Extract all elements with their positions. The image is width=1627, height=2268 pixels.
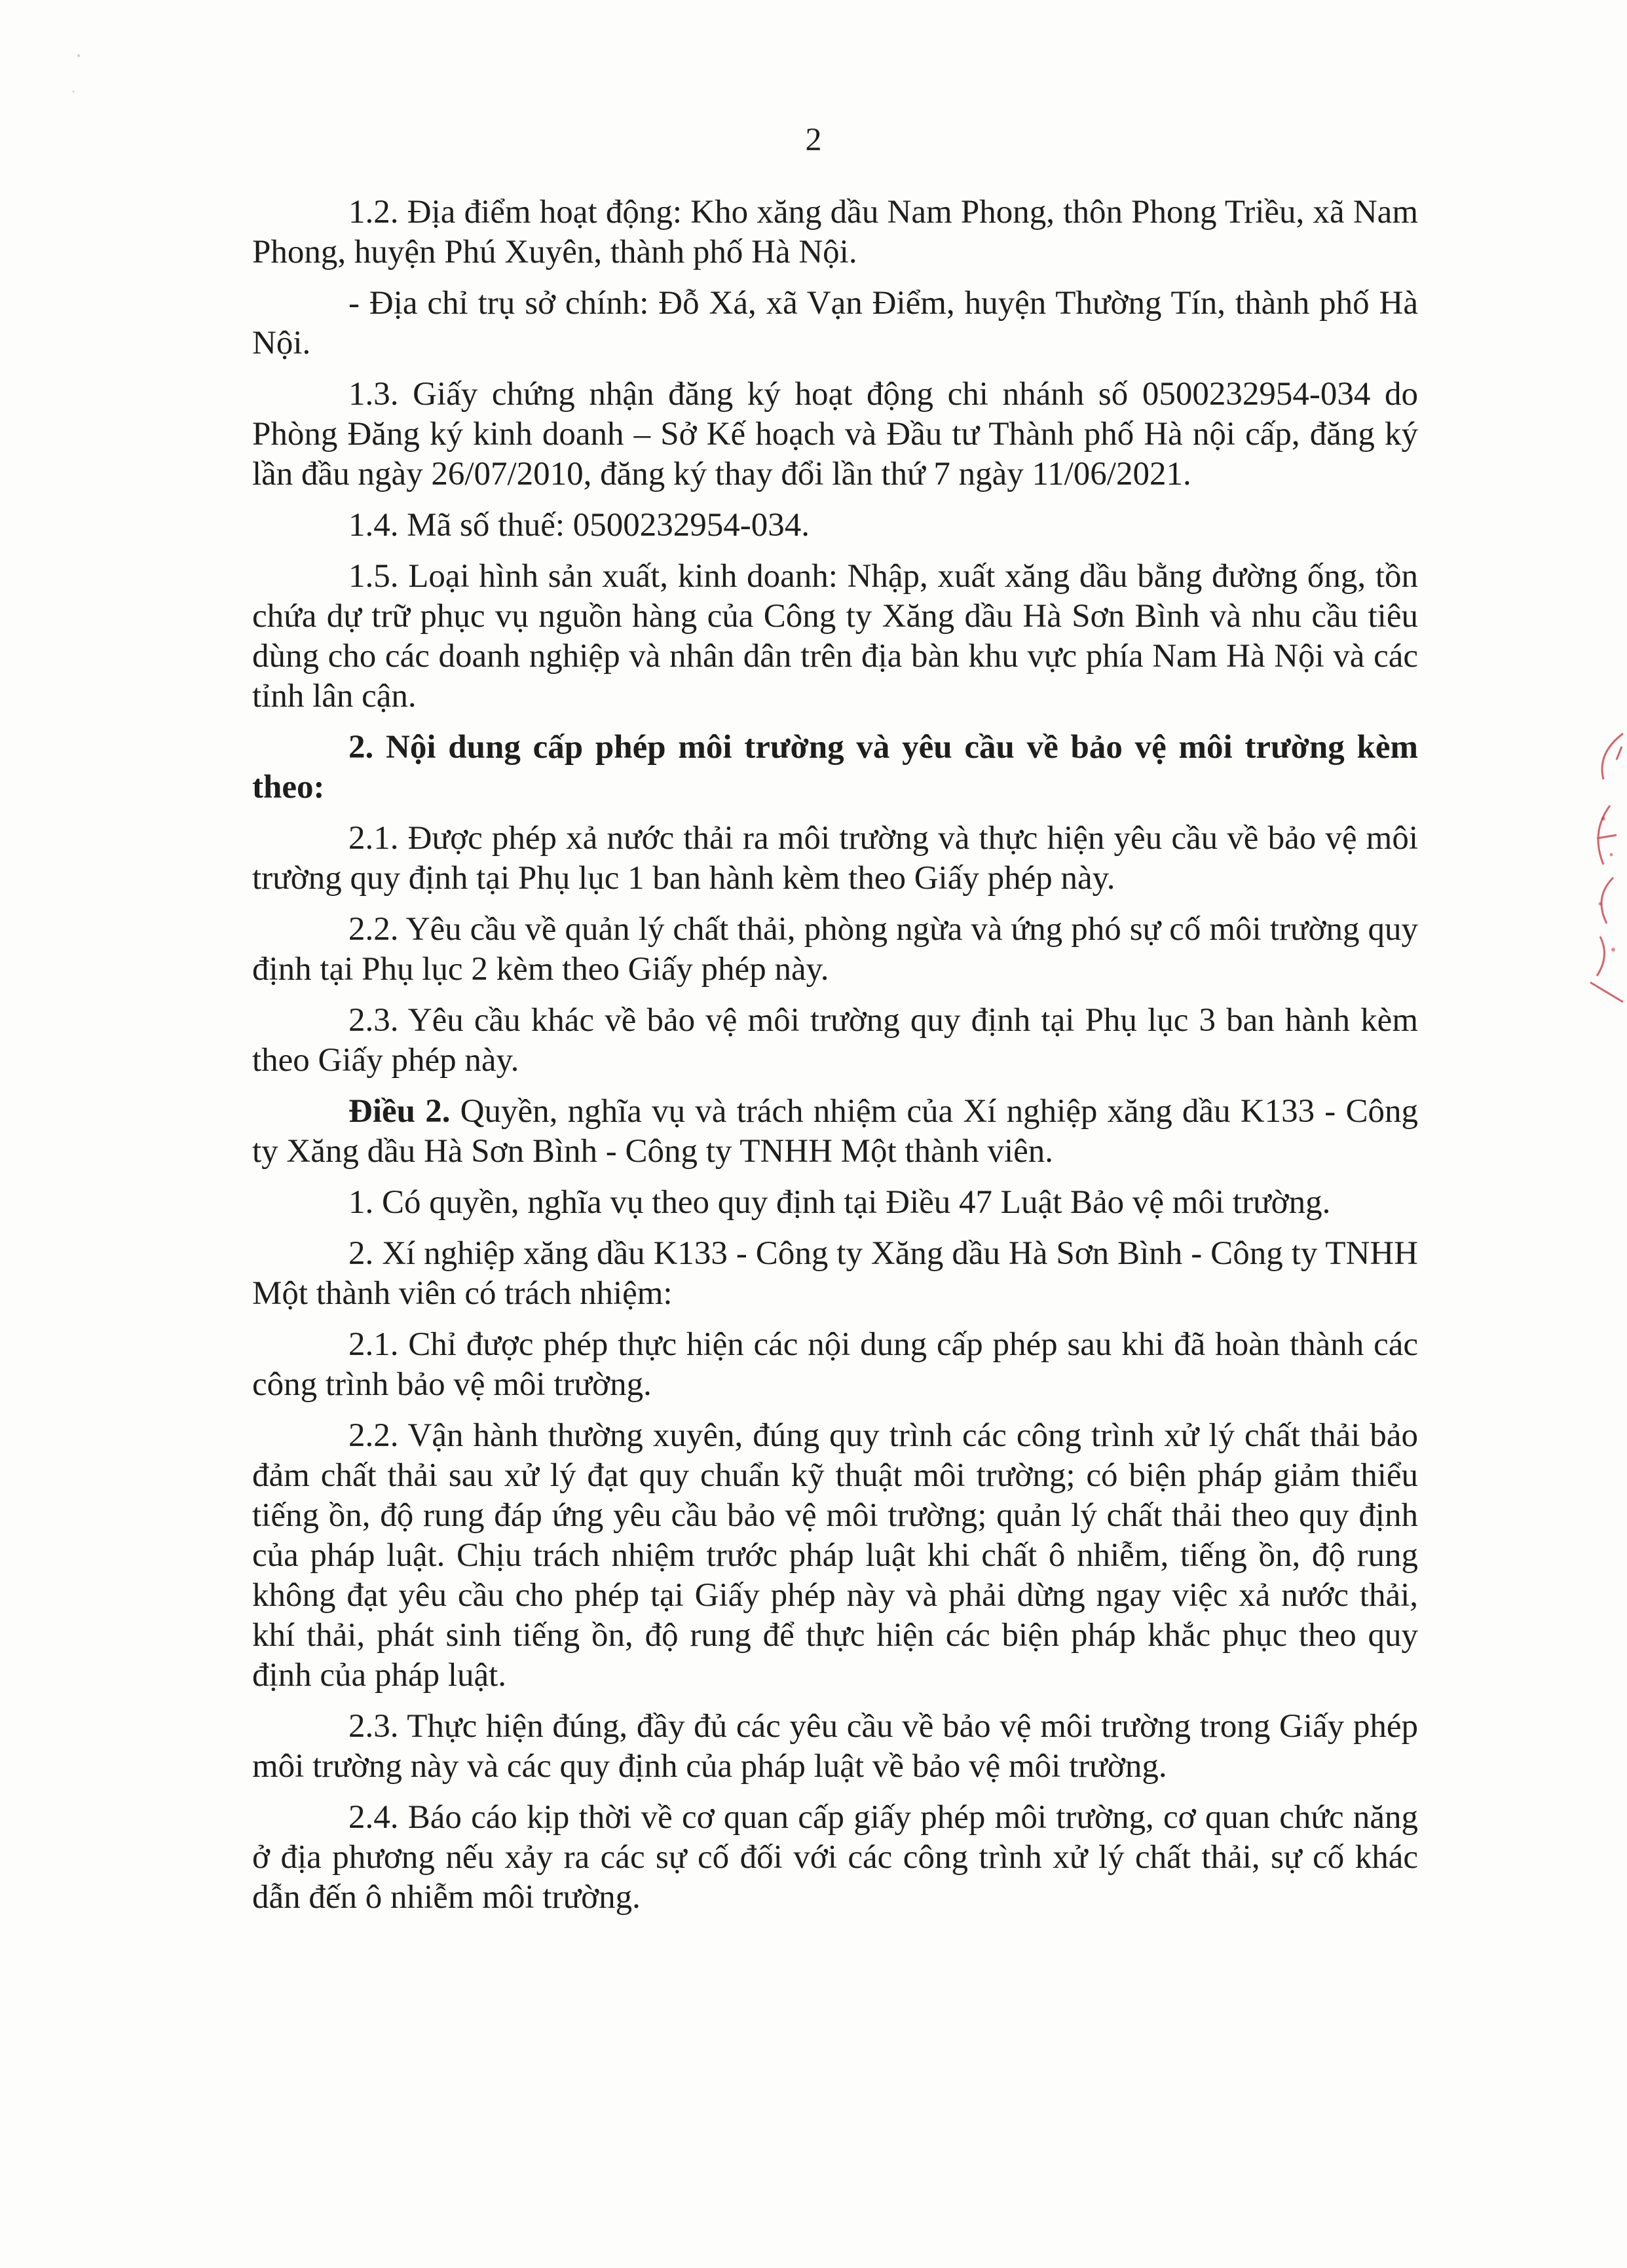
article-2-item-2-3: 2.3. Thực hiện đúng, đầy đủ các yêu cầu về bảo vệ môi trường trong Giấy phép môi trường này và các quy định của pháp luật về bảo vệ môi trường. <box>252 1708 1418 1785</box>
paragraph-1-5: 1.5. Loại hình sản xuất, kinh doanh: Nhập, xuất xăng dầu bằng đường ống, tồn chứa dự trữ phục vụ nguồn hàng của Công ty Xăng dầu Hà Sơn Bình và nhu cầu tiêu dùng cho các doanh nghiệp và nhân dân trên địa bàn khu vực phía Nam Hà Nội và các tỉnh lân cận. <box>252 558 1418 715</box>
article-2 <box>252 1092 1418 1172</box>
article-2-text: Quyền, nghĩa vụ và trách nhiệm của Xí nghiệp xăng dầu K133 - Công ty Xăng dầu Hà Sơn Bình - Công ty TNHH Một thành viên. <box>252 1093 1418 1170</box>
page-number: 2 <box>805 121 822 157</box>
paragraph-1-2: 1.2. Địa điểm hoạt động: Kho xăng dầu Nam Phong, thôn Phong Triều, xã Nam Phong, huyện Phú Xuyên, thành phố Hà Nội. <box>252 194 1418 270</box>
article-2-item-2-4: 2.4. Báo cáo kịp thời về cơ quan cấp giấy phép môi trường, cơ quan chức năng ở địa phương nếu xảy ra các sự cố đối với các công trình xử lý chất thải, sự cố khác dẫn đến ô nhiễm môi trường. <box>252 1799 1418 1916</box>
article-2-label: Điều 2. <box>348 1093 451 1130</box>
article-2-item-1: 1. Có quyền, nghĩa vụ theo quy định tại Điều 47 Luật Bảo vệ môi trường. <box>348 1184 1331 1221</box>
article-2-item-2-2: 2.2. Vận hành thường xuyên, đúng quy trình các công trình xử lý chất thải bảo đảm chất thải sau xử lý đạt quy chuẩn kỹ thuật môi trường; có biện pháp giảm thiểu tiếng ồn, độ rung đáp ứng yêu cầu bảo vệ môi trường; quản lý chất thải theo quy định của pháp luật. Chịu trách nhiệm trước pháp luật khi chất ô nhiễm, tiếng ồn, độ rung không đạt yêu cầu cho phép tại Giấy phép này và phải dừng ngay việc xả nước thải, khí thải, phát sinh tiếng ồn, độ rung để thực hiện các biện pháp khắc phục theo quy định của pháp luật. <box>252 1417 1418 1694</box>
document-body <box>252 193 1418 1929</box>
article-2-item-2-1: 2.1. Chỉ được phép thực hiện các nội dung cấp phép sau khi đã hoàn thành các công trình bảo vệ môi trường. <box>252 1326 1418 1403</box>
scan-mark-icon <box>65 39 92 118</box>
paragraph-1-3: 1.3. Giấy chứng nhận đăng ký hoạt động chi nhánh số 0500232954-034 do Phòng Đăng ký kinh doanh – Sở Kế hoạch và Đầu tư Thành phố Hà nội cấp, đăng ký lần đầu ngày 26/07/2010, đăng ký thay đổi lần thứ 7 ngày 11/06/2021. <box>252 376 1418 493</box>
section-heading-2: 2. Nội dung cấp phép môi trường và yêu cầu về bảo vệ môi trường kèm theo: <box>252 729 1418 806</box>
paragraph-2-2: 2.2. Yêu cầu về quản lý chất thải, phòng ngừa và ứng phó sự cố môi trường quy định tại Phụ lục 2 kèm theo Giấy phép này. <box>252 911 1418 988</box>
paragraph-2-1: 2.1. Được phép xả nước thải ra môi trường và thực hiện yêu cầu về bảo vệ môi trường quy định tại Phụ lục 1 ban hành kèm theo Giấy phép này. <box>252 820 1418 897</box>
paragraph-2-3: 2.3. Yêu cầu khác về bảo vệ môi trường quy định tại Phụ lục 3 ban hành kèm theo Giấy phép này. <box>252 1002 1418 1079</box>
article-2-item-2: 2. Xí nghiệp xăng dầu K133 - Công ty Xăng dầu Hà Sơn Bình - Công ty TNHH Một thành viên có trách nhiệm: <box>252 1235 1418 1312</box>
seal-stamp-edge <box>1584 720 1627 1009</box>
paragraph-1-4: 1.4. Mã số thuế: 0500232954-034. <box>348 507 810 544</box>
paragraph-head-office-address: - Địa chỉ trụ sở chính: Đỗ Xá, xã Vạn Điểm, huyện Thường Tín, thành phố Hà Nội. <box>252 285 1418 362</box>
